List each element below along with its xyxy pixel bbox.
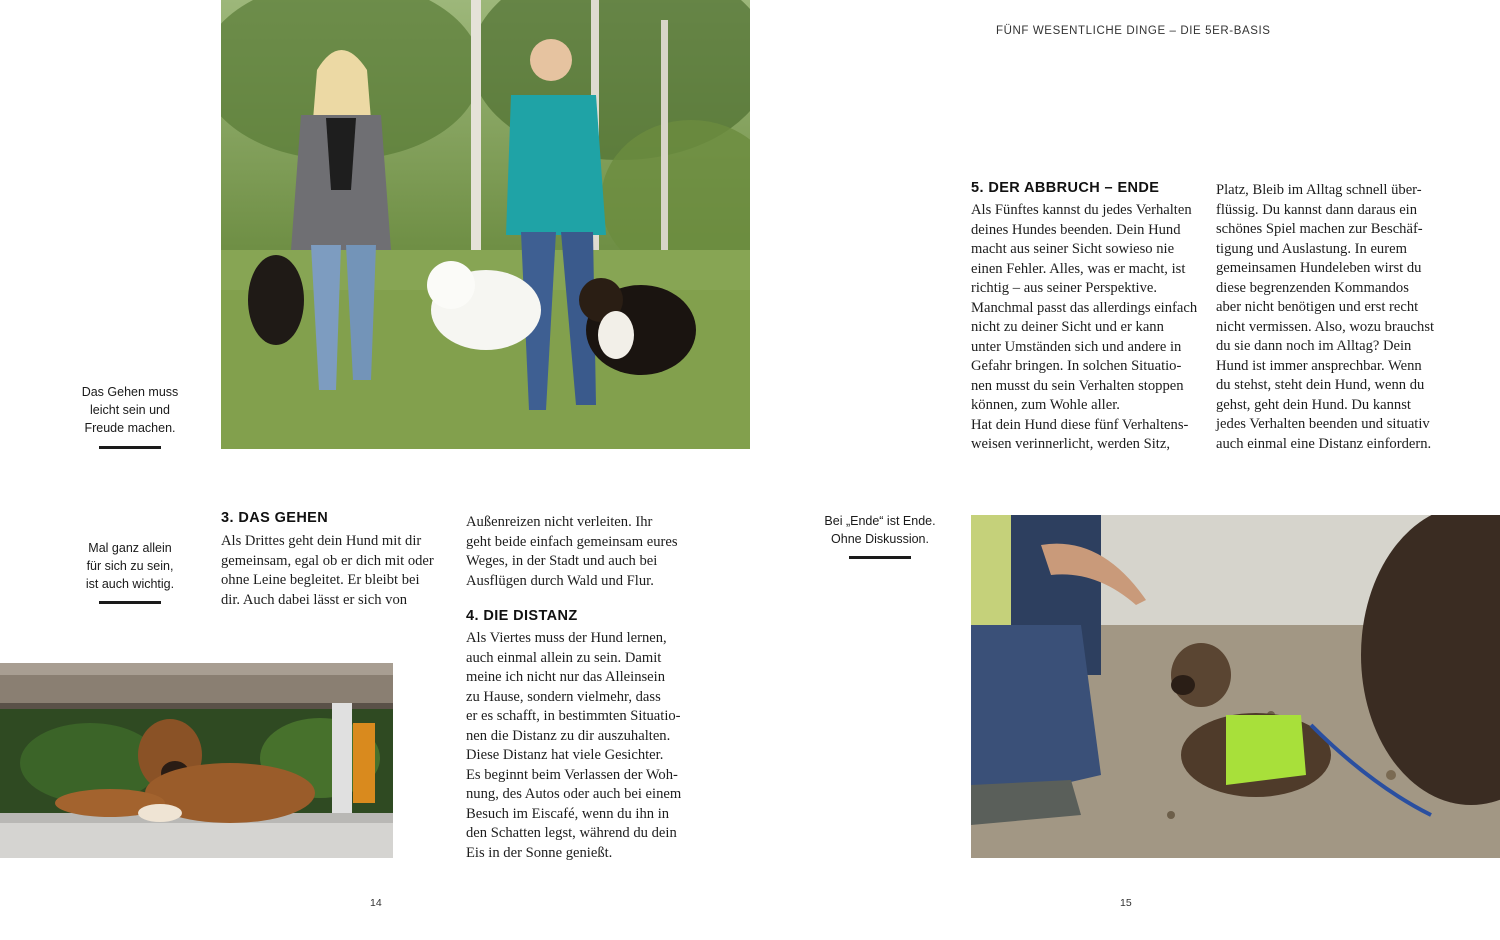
photo-dachshund-stop — [971, 515, 1500, 858]
caption-rule — [99, 446, 161, 449]
page-number-left: 14 — [370, 897, 382, 909]
section-title-abbruch: 5. DER ABBRUCH – ENDE — [971, 180, 1160, 196]
caption-alone: Mal ganz allein für sich zu sein, ist auch wichtig. — [85, 541, 175, 591]
section-title-gehen: 3. DAS GEHEN — [221, 510, 329, 526]
photo-puppy-under-table — [0, 663, 393, 858]
photo-walking-dogs — [221, 0, 750, 449]
running-head: FÜNF WESENTLICHE DINGE – DIE 5ER-BASIS — [996, 25, 1271, 37]
section-text-distanz: Als Viertes muss der Hund lernen, auch einmal allein zu sein. Damit meine ich nicht nur das Alleinsein zu Hause, sondern vielmehr, dass er es schafft, in bestimmten Situatio- nen die Distanz zu dir auszuhalten. Diese Distanz hat viele Gesichter. Es beginnt beim Verlassen der Woh- nung, des Autos oder auch bei einem Besuch im Eiscafé, wenn du ihn in den Schatten legst, während du dein Eis in der Sonne genießt. — [466, 630, 682, 861]
page-number-right: 15 — [1120, 897, 1132, 909]
caption-walking: Das Gehen muss leicht sein und Freude machen. — [81, 385, 179, 435]
section-title-distanz: 4. DIE DISTANZ — [466, 608, 578, 624]
section-text-abbruch-col1: Als Fünftes kannst du jedes Verhalten deines Hundes beenden. Dein Hund macht aus seiner Sicht sowieso nie einen Fehler. Alles, was er macht, ist richtig – aus seiner Perspektive. Manchmal passt das allerdings einfach nicht zu deiner Sicht und er kann unter Umständen sich und andere in Gefahr bringen. In solchen Situatio- nen musst du sein Verhalten stoppen können, zum Wohle aller. Hat dein Hund diese fünf Verhaltens- weisen verinnerlicht, werden Sitz, — [971, 202, 1198, 452]
section-text-gehen-col1: Als Drittes geht dein Hund mit dir gemeinsam, egal ob er dich mit oder ohne Leine begleitet. Er bleibt bei dir. Auch dabei lässt er sich von — [221, 533, 434, 608]
caption-ende: Bei „Ende“ ist Ende. Ohne Diskussion. — [824, 514, 936, 546]
section-text-gehen-col2: Außenreizen nicht verleiten. Ihr geht beide einfach gemeinsam eures Weges, in der Stadt und auch bei Ausflügen durch Wald und Flur. — [466, 514, 678, 589]
caption-rule — [99, 601, 161, 604]
caption-rule — [849, 556, 911, 559]
section-text-abbruch-col2: Platz, Bleib im Alltag schnell über- flüssig. Du kannst dann daraus ein schönes Spiel machen zur Beschäf- tigung und Auslastung. In eurem gemeinsamen Hundeleben wirst du diese begrenzenden Kommandos aber nicht benötigen und erst recht nicht vermissen. Also, wozu brauchst du sie dann noch im Alltag? Dein Hund ist immer ansprechbar. Wenn du stehst, steht dein Hund, wenn du gehst, geht dein Hund. Du kannst jedes Verhalten beenden und situativ auch einmal eine Distanz einfordern. — [1216, 182, 1435, 452]
